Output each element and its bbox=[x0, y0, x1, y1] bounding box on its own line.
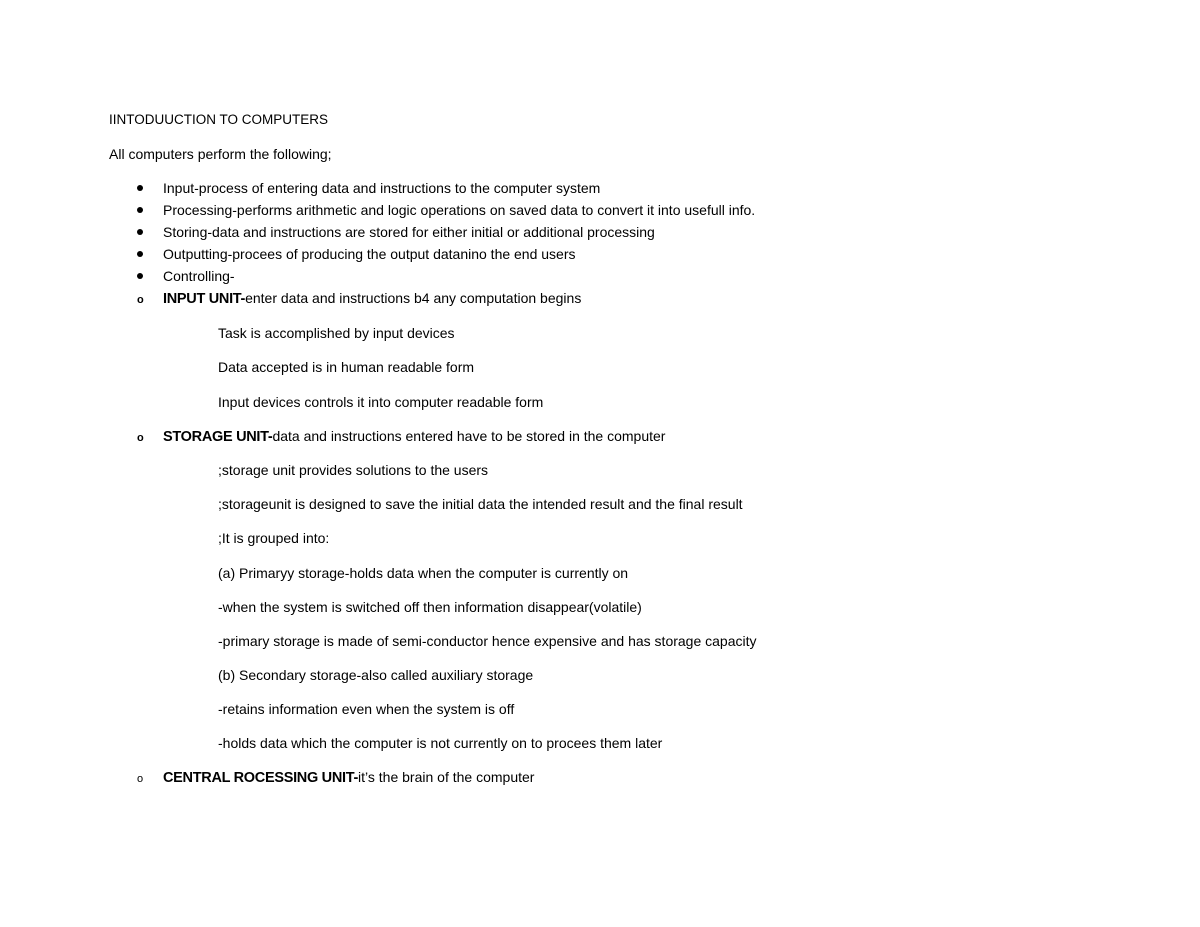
storage-unit-line: ;It is grouped into: bbox=[218, 530, 330, 546]
list-item-text: Controlling- bbox=[163, 268, 235, 284]
input-unit-line: Data accepted is in human readable form bbox=[218, 359, 475, 375]
cpu-unit-text: it’s the brain of the computer bbox=[358, 769, 535, 785]
storage-unit-heading: STORAGE UNIT- bbox=[163, 429, 273, 445]
circle-marker-icon: o bbox=[137, 773, 144, 785]
storage-unit-line: ;storage unit provides solutions to the users bbox=[218, 462, 489, 478]
document-title: IINTODUUCTION TO COMPUTERS bbox=[109, 112, 329, 127]
intro-paragraph: All computers perform the following; bbox=[109, 146, 332, 162]
list-item-text: Outputting-procees of producing the output datanino the end users bbox=[163, 246, 576, 262]
storage-unit-line: -when the system is switched off then information disappear(volatile) bbox=[218, 599, 642, 615]
cpu-unit-heading: CENTRAL ROCESSING UNIT- bbox=[163, 770, 359, 786]
storage-unit-line: -retains information even when the system is off bbox=[218, 701, 515, 717]
input-unit-heading: INPUT UNIT- bbox=[163, 291, 246, 307]
bullet-icon bbox=[137, 273, 143, 279]
bullet-icon bbox=[137, 251, 143, 257]
list-item-text: Processing-performs arithmetic and logic operations on saved data to convert it into usefull info. bbox=[163, 202, 756, 218]
list-item-text: Input-process of entering data and instructions to the computer system bbox=[163, 180, 601, 196]
input-unit-line: Input devices controls it into computer readable form bbox=[218, 394, 544, 410]
bullet-icon bbox=[137, 185, 143, 191]
storage-unit-text: data and instructions entered have to be stored in the computer bbox=[272, 428, 666, 444]
list-item-text: Storing-data and instructions are stored for either initial or additional processing bbox=[163, 224, 655, 240]
input-unit-line: Task is accomplished by input devices bbox=[218, 325, 455, 341]
bullet-icon bbox=[137, 207, 143, 213]
circle-marker-icon: o bbox=[137, 432, 144, 444]
storage-unit-line: (b) Secondary storage-also called auxiliary storage bbox=[218, 667, 534, 683]
input-unit-text: enter data and instructions b4 any computation begins bbox=[245, 290, 582, 306]
storage-unit-line: ;storageunit is designed to save the initial data the intended result and the final result bbox=[218, 496, 743, 512]
storage-unit-line: -holds data which the computer is not currently on to procees them later bbox=[218, 735, 663, 751]
storage-unit-line: (a) Primaryy storage-holds data when the computer is currently on bbox=[218, 565, 629, 581]
bullet-icon bbox=[137, 229, 143, 235]
storage-unit-line: -primary storage is made of semi-conductor hence expensive and has storage capacity bbox=[218, 633, 757, 649]
circle-marker-icon: o bbox=[137, 294, 144, 306]
